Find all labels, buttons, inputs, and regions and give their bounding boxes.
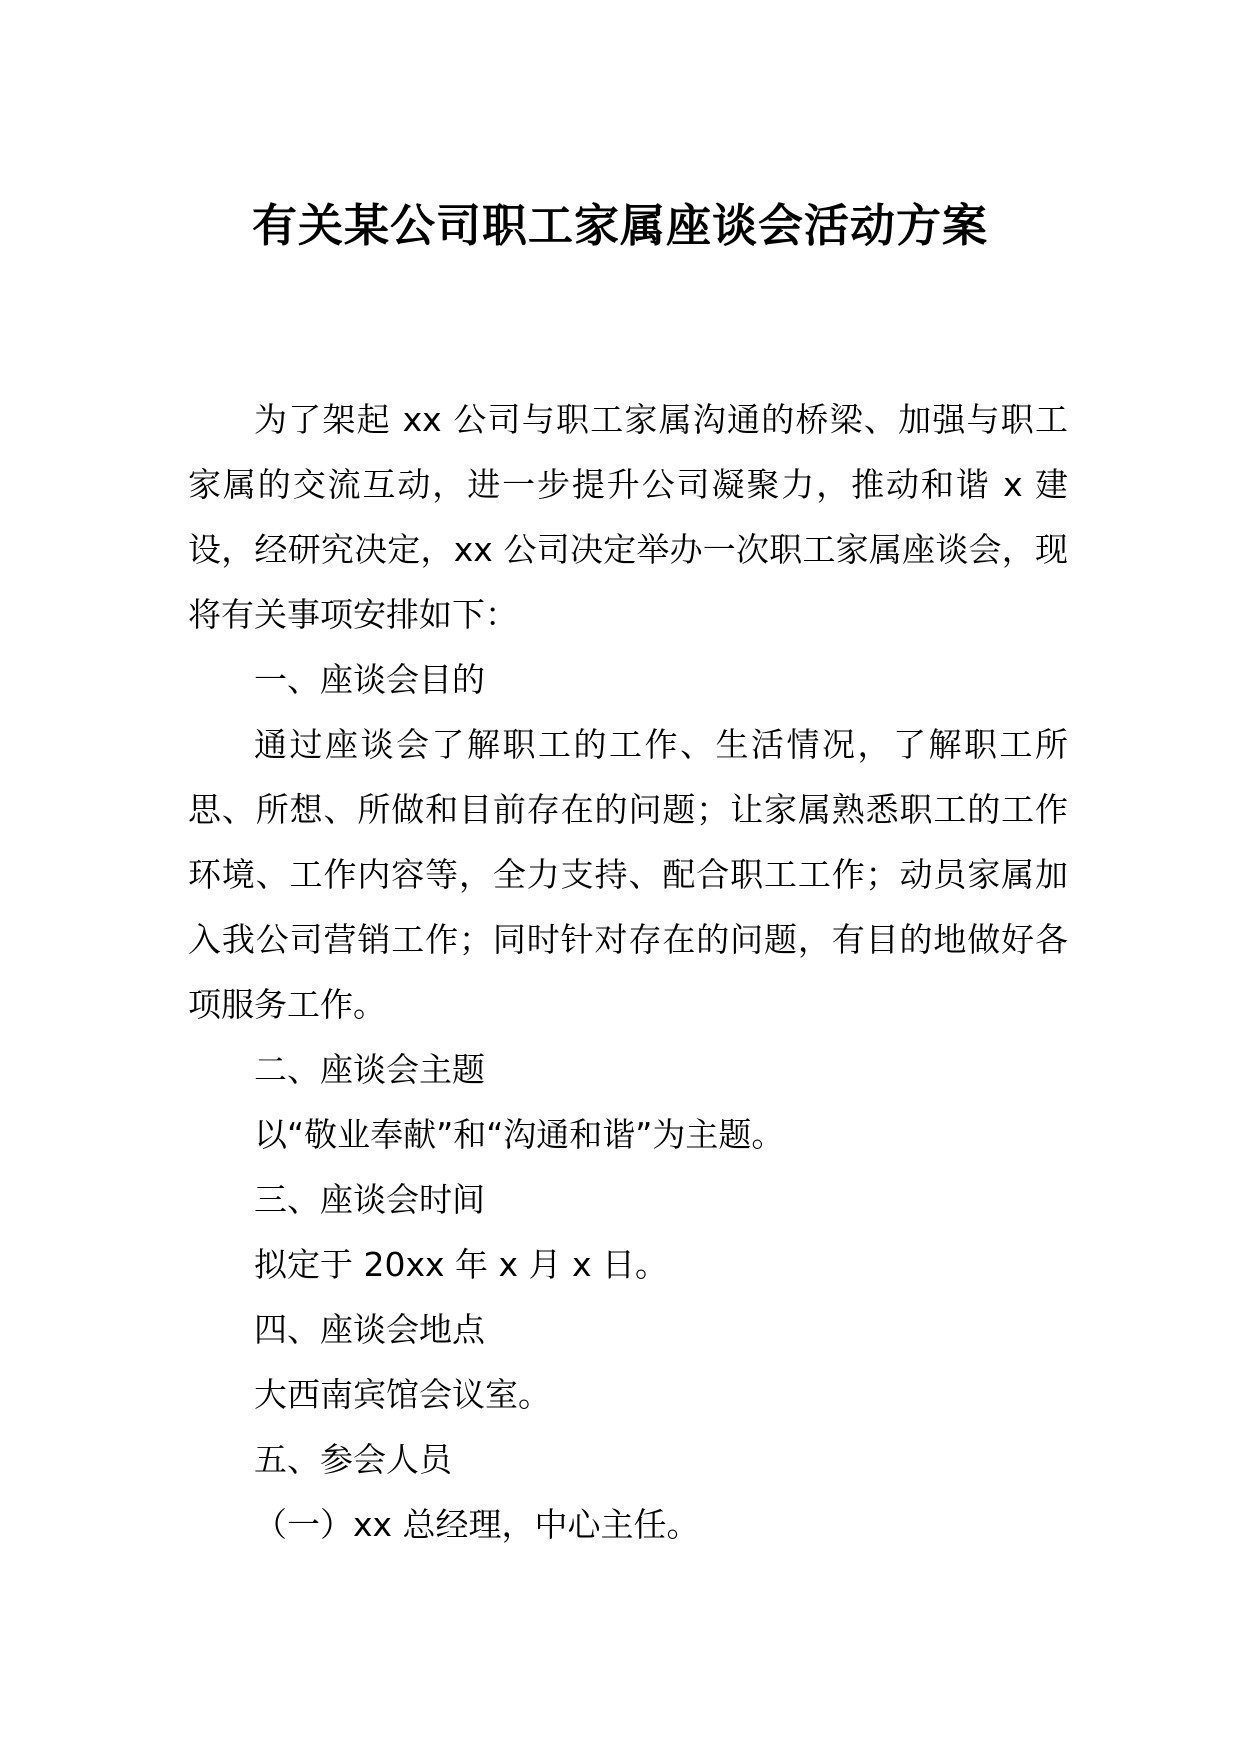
- document-title: 有关某公司职工家属座谈会活动方案: [251, 199, 988, 252]
- location-paragraph: 大西南宾馆会议室。: [254, 1375, 551, 1414]
- section-heading-attendees: 五、参会人员: [254, 1440, 452, 1479]
- attendee-item: （一）xx 总经理，中心主任。: [254, 1505, 700, 1544]
- theme-paragraph: 以“敬业奉献”和“沟通和谐”为主题。: [254, 1115, 785, 1154]
- section-heading-location: 四、座谈会地点: [254, 1310, 485, 1349]
- section-heading-theme: 二、座谈会主题: [254, 1050, 485, 1089]
- intro-paragraph: 为了架起 xx 公司与职工家属沟通的桥梁、加强与职工家属的交流互动，进一步提升公司凝聚力，推动和谐 x 建设，经研究决定，xx 公司决定举办一次职工家属座谈会，现将有关事项安排如下：: [188, 400, 1068, 634]
- time-paragraph: 拟定于 20xx 年 x 月 x 日。: [254, 1245, 669, 1284]
- section-heading-time: 三、座谈会时间: [254, 1180, 485, 1219]
- section-heading-purpose: 一、座谈会目的: [254, 660, 485, 699]
- purpose-paragraph: 通过座谈会了解职工的工作、生活情况，了解职工所思、所想、所做和目前存在的问题；让家属熟悉职工的工作环境、工作内容等，全力支持、配合职工工作；动员家属加入我公司营销工作；同时针对存在的问题，有目的地做好各项服务工作。: [188, 725, 1068, 1024]
- document-body: [188, 387, 1068, 1557]
